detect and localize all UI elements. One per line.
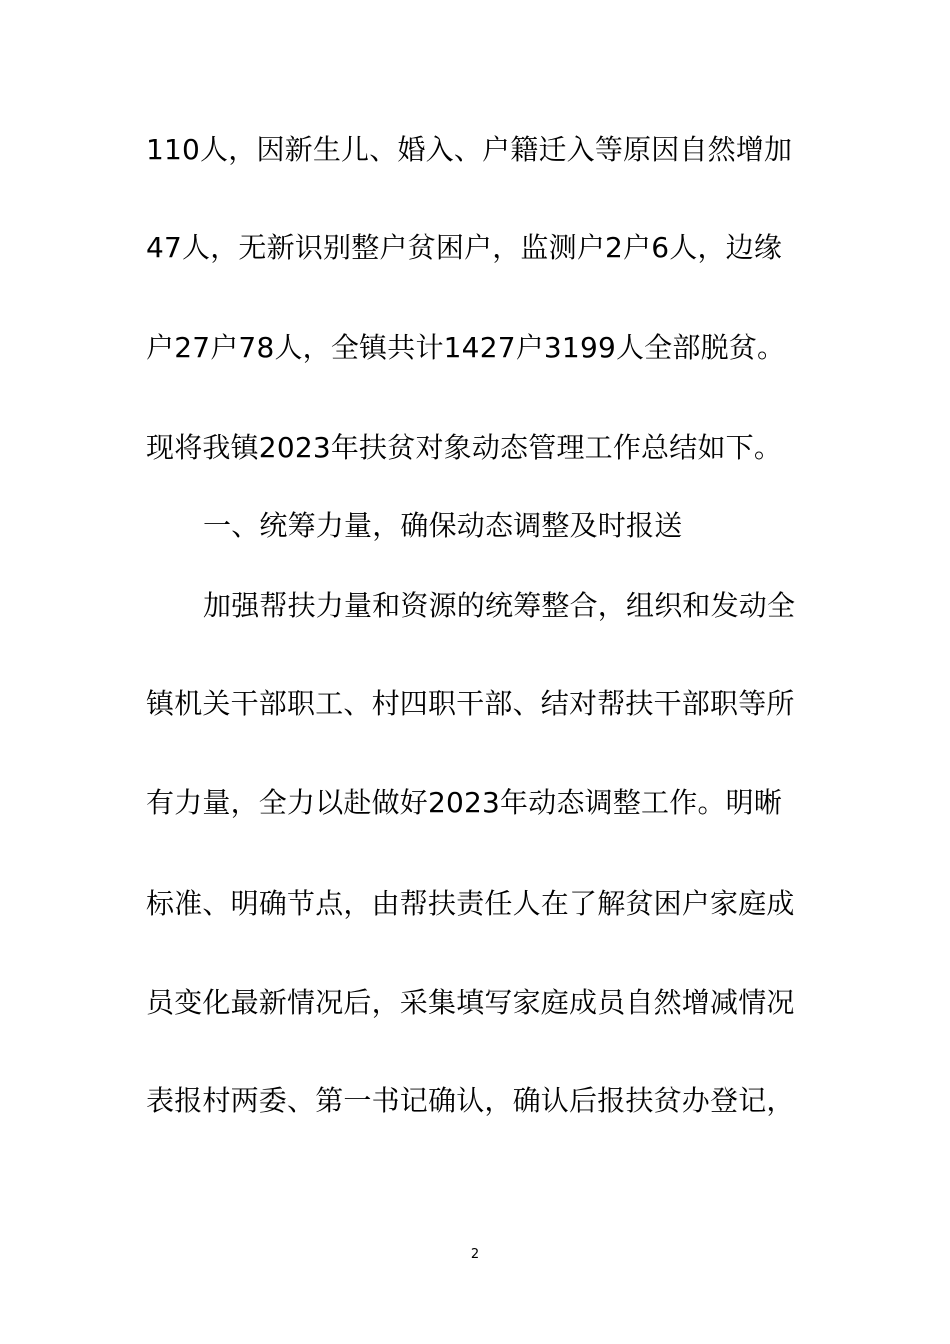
- body-line-6: 加强帮扶力量和资源的统筹整合，组织和发动全: [203, 589, 796, 622]
- body-line-10: 员变化最新情况后，采集填写家庭成员自然增减情况: [146, 986, 795, 1019]
- page-number: 2: [470, 1247, 480, 1262]
- section-heading: 一、统筹力量，确保动态调整及时报送: [203, 509, 683, 542]
- body-line-4: 现将我镇2023年扶贫对象动态管理工作总结如下。: [146, 431, 783, 464]
- body-line-3: 户27户78人，全镇共计1427户3199人全部脱贫。: [146, 331, 786, 364]
- body-line-9: 标准、明确节点，由帮扶责任人在了解贫困户家庭成: [146, 887, 795, 920]
- body-line-11: 表报村两委、第一书记确认，确认后报扶贫办登记，: [146, 1084, 795, 1117]
- body-line-1: 110人，因新生儿、婚入、户籍迁入等原因自然增加: [146, 133, 793, 166]
- body-line-7: 镇机关干部职工、村四职干部、结对帮扶干部职等所: [146, 687, 795, 720]
- body-line-8: 有力量，全力以赴做好2023年动态调整工作。明晰: [146, 786, 783, 819]
- body-line-2: 47人，无新识别整户贫困户，监测户2户6人，边缘: [146, 231, 783, 264]
